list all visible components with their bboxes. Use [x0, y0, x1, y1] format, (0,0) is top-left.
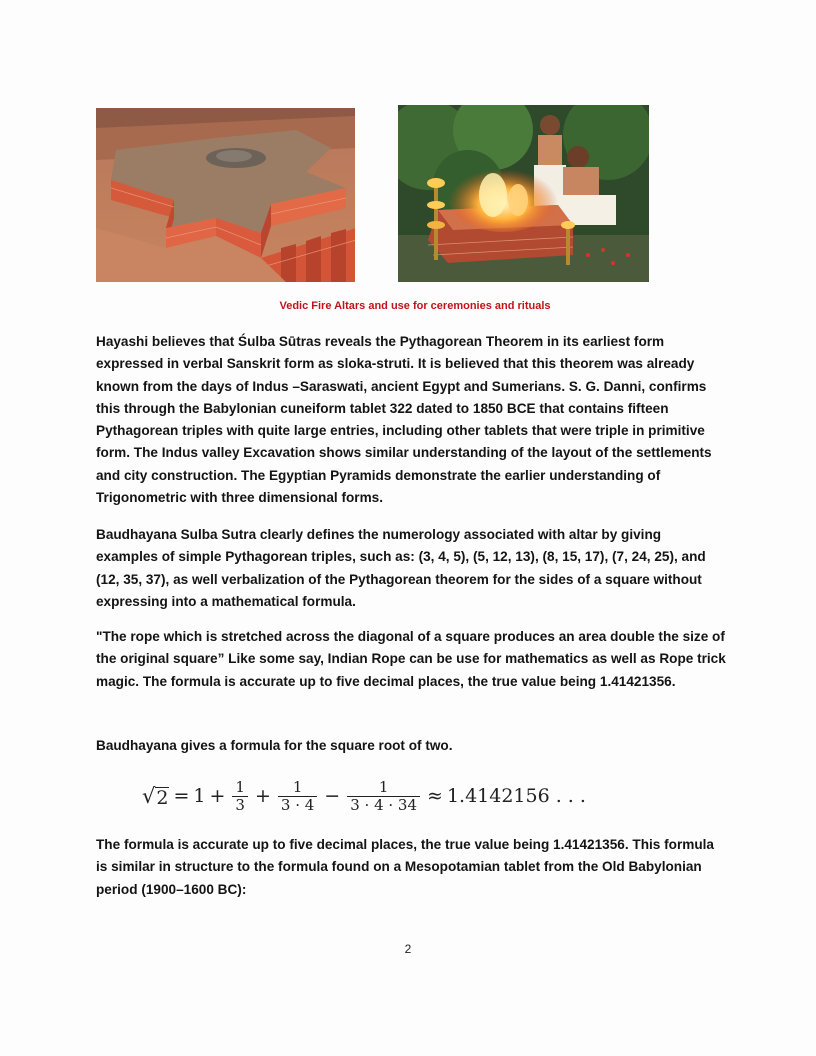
fraction-one-third	[232, 779, 248, 814]
sqrt-two-formula	[142, 768, 586, 824]
paragraph-rope-quote: "The rope which is stretched across the diagonal of a square produces an area double the size of the original square” Like some say, Indian Rope can be use for mathematics as well as Rope trick magic. The formula is accurate up to five decimal places, the true value being 1.41421356.	[96, 629, 726, 689]
fraction-one-twelfth	[278, 779, 317, 814]
paragraph-formula-intro: Baudhayana gives a formula for the square root of two.	[96, 738, 453, 753]
paragraph-formula-accuracy: The formula is accurate up to five decimal places, the true value being 1.41421356. This formula is similar in structure to the formula found on a Mesopotamian tablet from the Old Babylonian period (1900–1600 BC):	[96, 837, 714, 897]
fraction-denominator: 3 · 4	[278, 796, 317, 814]
fraction-numerator: 1	[378, 777, 389, 796]
formula-result: 1.4142156 . . .	[446, 785, 586, 807]
plus-sign: +	[209, 785, 226, 807]
minus-sign: −	[324, 785, 341, 807]
fraction-numerator: 1	[292, 777, 303, 796]
equals-sign: =	[173, 785, 190, 807]
paragraph-hayashi: Hayashi believes that Śulba Sūtras reveals the Pythagorean Theorem in its earliest form expressed in verbal Sanskrit form as sloka-struti. It is believed that this theorem was already known from the days of Indus –Saraswati, ancient Egypt and Sumerians. S. G. Danni, confirms this through the Babylonian cuneiform tablet 322 dated to 1850 BCE that contains fifteen Pythagorean triples with quite large entries, including other tablets that were triple in primitive form. The Indus valley Excavation shows similar understanding of the layout of the settlements and city construction. The Egyptian Pyramids demonstrate the earlier understanding of Trigonometric with three dimensional forms.	[96, 334, 712, 506]
page-number: 2	[404, 942, 412, 956]
approx-sign: ≈	[427, 785, 443, 807]
paragraph-baudhayana-triples: Baudhayana Sulba Sutra clearly defines the numerology associated with altar by giving examples of simple Pythagorean triples, such as: (3, 4, 5), (5, 12, 13), (8, 15, 17), (7, 24, 25), and (12, 35, 37), as well verbalization of the Pythagorean theorem for the sides of a square without expressing into a mathematical formula.	[96, 527, 706, 609]
formula-term-one: 1	[193, 785, 206, 807]
plus-sign: +	[254, 785, 271, 807]
fire-ritual-photo	[398, 105, 649, 282]
fire-altar-photo	[96, 108, 355, 282]
fraction-denominator: 3 · 4 · 34	[347, 796, 420, 814]
radicand: 2	[156, 786, 169, 809]
fraction-numerator: 1	[235, 777, 245, 796]
fraction-denominator: 3	[232, 796, 248, 814]
square-root: √ 2	[142, 783, 169, 809]
fraction-correction-term	[347, 779, 420, 814]
figure-caption: Vedic Fire Altars and use for ceremonies and rituals	[279, 300, 551, 312]
